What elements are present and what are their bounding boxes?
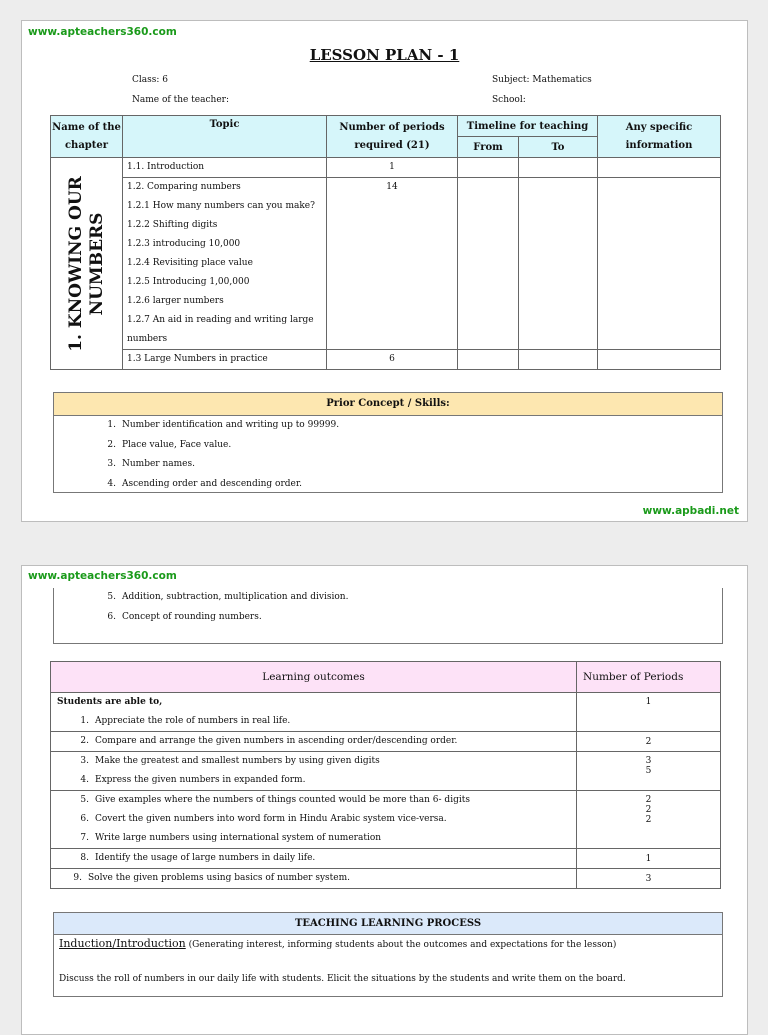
periods-cell [327,158,458,178]
specific-cell[interactable] [598,158,721,178]
table-row [51,158,721,178]
list-number: 3. [80,756,89,766]
periods-cell [327,178,458,350]
induction-line [54,935,722,950]
header-chapter [51,116,123,158]
header-number-of-periods: Number of Periods [577,662,721,693]
outcome-cell [51,791,577,849]
table-row [51,752,721,791]
site-link-top[interactable]: www.apteachers360.com [28,570,177,582]
header-chapter-line2: chapter [64,140,109,151]
list-number: 6. [80,814,89,824]
document-page-2 [21,565,748,1035]
list-text: Number identification and writing up to 99999. [122,420,340,430]
periods-value: 6 [389,354,395,364]
prior-concepts-list [54,416,722,494]
periods-value: 14 [386,182,398,192]
topic-line: 1.2.1 How many numbers can you make? [127,201,315,211]
header-periods [327,116,458,158]
table-header-row [51,662,721,693]
list-item [57,810,570,829]
site-link-top[interactable]: www.apteachers360.com [28,26,177,38]
list-item [94,455,722,475]
list-text: Covert the given numbers into word form in Hindu Arabic system vice-versa. [95,814,447,824]
topic-cell [123,158,327,178]
lesson-plan-title: LESSON PLAN - 1 [309,46,460,64]
list-number: 2. [107,439,116,450]
header-to: To [519,137,598,158]
list-number: 5. [80,795,89,805]
specific-cell[interactable] [598,178,721,350]
header-periods-line2: required (21) [354,140,430,151]
teacher-label: Name of the teacher: [132,95,229,105]
topic-cell [123,350,327,370]
list-item [94,436,722,456]
topic-line: 1.2.4 Revisiting place value [127,258,253,268]
list-text: Identify the usage of large numbers in daily life. [95,853,316,863]
to-cell[interactable] [519,350,598,370]
list-item [94,588,722,608]
periods-value: 5 [645,766,652,776]
list-text: Number names. [122,459,195,469]
topic-line: 1.3 Large Numbers in practice [127,354,268,364]
topic-line: 1.2.6 larger numbers [127,296,224,306]
header-specific-line1: Any specific [625,122,693,133]
table-row [51,732,721,752]
periods-value: 1 [645,697,652,707]
periods-value: 3 [645,874,652,884]
list-item [57,869,570,888]
list-number: 3. [107,459,116,469]
periods-value: 2 [645,815,652,825]
list-item [94,608,722,628]
teaching-learning-process-box [53,912,723,997]
header-specific-line2: information [625,140,693,151]
periods-cell [577,693,721,732]
periods-cell [577,849,721,869]
list-number: 2. [80,736,89,746]
periods-value: 3 [645,756,652,766]
periods-value: 1 [645,854,652,864]
from-cell[interactable] [458,158,519,178]
list-number: 8. [80,853,89,863]
list-text: Make the greatest and smallest numbers by using given digits [95,756,380,766]
header-from: From [458,137,519,158]
list-item [57,732,570,751]
list-text: Ascending order and descending order. [122,478,303,489]
chapter-name-cell [51,158,123,370]
topic-line: 1.2.5 Introducing 1,00,000 [127,277,250,287]
table-row [51,178,721,350]
learning-outcomes-table [50,661,721,889]
topic-line: numbers [127,334,168,344]
topic-line: 1.2.2 Shifting digits [127,220,218,230]
subject-label: Subject: Mathematics [492,75,592,85]
periods-value: 1 [389,162,395,172]
induction-note: (Generating interest, informing students about the outcomes and expectations for the lesson) [188,940,617,950]
topic-line: 1.1. Introduction [127,162,205,172]
chapter-name-line2: NUMBERS [87,212,107,315]
header-specific [598,116,721,158]
to-cell[interactable] [519,178,598,350]
list-item [57,829,570,848]
list-item [57,712,570,731]
list-number: 9. [73,873,82,883]
outcomes-intro: Students are able to, [57,697,163,707]
induction-title: Induction/Introduction [59,937,186,950]
periods-cell [327,350,458,370]
header-periods-line1: Number of periods [339,122,445,133]
table-row [51,869,721,889]
header-topic: Topic [123,116,327,158]
site-link-bottom[interactable]: www.apbadi.net [642,505,739,517]
document-page-1 [21,20,748,522]
topic-line: 1.2. Comparing numbers [127,182,241,192]
list-item [57,791,570,810]
periods-cell [577,869,721,889]
table-row [51,350,721,370]
outcome-cell [51,849,577,869]
topic-cell [123,178,327,350]
list-number: 1. [80,716,89,726]
list-text: Write large numbers using international system of numeration [95,833,382,843]
specific-cell[interactable] [598,350,721,370]
prior-concepts-box [53,392,723,493]
class-label: Class: 6 [132,75,168,85]
list-number: 5. [107,592,116,602]
from-cell[interactable] [458,178,519,350]
list-item [94,475,722,495]
periods-cell [577,732,721,752]
periods-value: 2 [645,805,652,815]
table-header-row [51,116,721,137]
list-item [94,416,722,436]
prior-concepts-heading: Prior Concept / Skills: [54,393,722,416]
list-number: 4. [107,478,116,489]
list-text: Give examples where the numbers of things counted would be more than 6- digits [95,795,470,805]
list-item [57,771,570,790]
prior-concepts-list [54,588,722,627]
chapter-name [66,174,108,354]
periods-cell [577,791,721,849]
table-row [51,693,721,732]
page-title [22,46,747,64]
chapter-wrap [51,168,123,360]
periods-value: 2 [645,795,652,805]
from-cell[interactable] [458,350,519,370]
list-item [57,752,570,771]
school-label: School: [492,95,526,105]
list-text: Solve the given problems using basics of number system. [88,873,351,883]
list-text: Place value, Face value. [122,439,232,450]
list-number: 6. [107,611,116,622]
outcome-cell [51,752,577,791]
outcome-cell [51,732,577,752]
periods-value: 2 [645,737,652,747]
table-row [51,791,721,849]
list-text: Addition, subtraction, multiplication and division. [122,592,349,602]
teaching-learning-process-heading: TEACHING LEARNING PROCESS [54,913,722,935]
list-text: Appreciate the role of numbers in real life. [95,716,291,726]
list-number: 7. [80,833,89,843]
table-row [51,849,721,869]
list-number: 1. [107,420,116,430]
list-number: 4. [80,775,89,785]
to-cell[interactable] [519,158,598,178]
header-chapter-line1: Name of the [52,122,121,133]
topic-line: 1.2.3 introducing 10,000 [127,239,241,249]
list-text: Express the given numbers in expanded form. [95,775,306,785]
header-learning-outcomes: Learning outcomes [51,662,577,693]
prior-concepts-continued [53,588,723,644]
lesson-plan-table [50,115,721,370]
topic-line: 1.2.7 An aid in reading and writing large [127,315,314,325]
list-text: Compare and arrange the given numbers in ascending order/descending order. [95,736,458,746]
induction-body: Discuss the roll of numbers in our daily life with students. Elicit the situations by the students and write them on the board. [59,974,626,984]
outcome-cell [51,693,577,732]
header-timeline: Timeline for teaching [458,116,598,137]
outcome-cell [51,869,577,889]
list-item [57,849,570,868]
periods-cell [577,752,721,791]
list-text: Concept of rounding numbers. [122,611,262,622]
chapter-name-line1: 1. KNOWING OUR [66,175,86,352]
